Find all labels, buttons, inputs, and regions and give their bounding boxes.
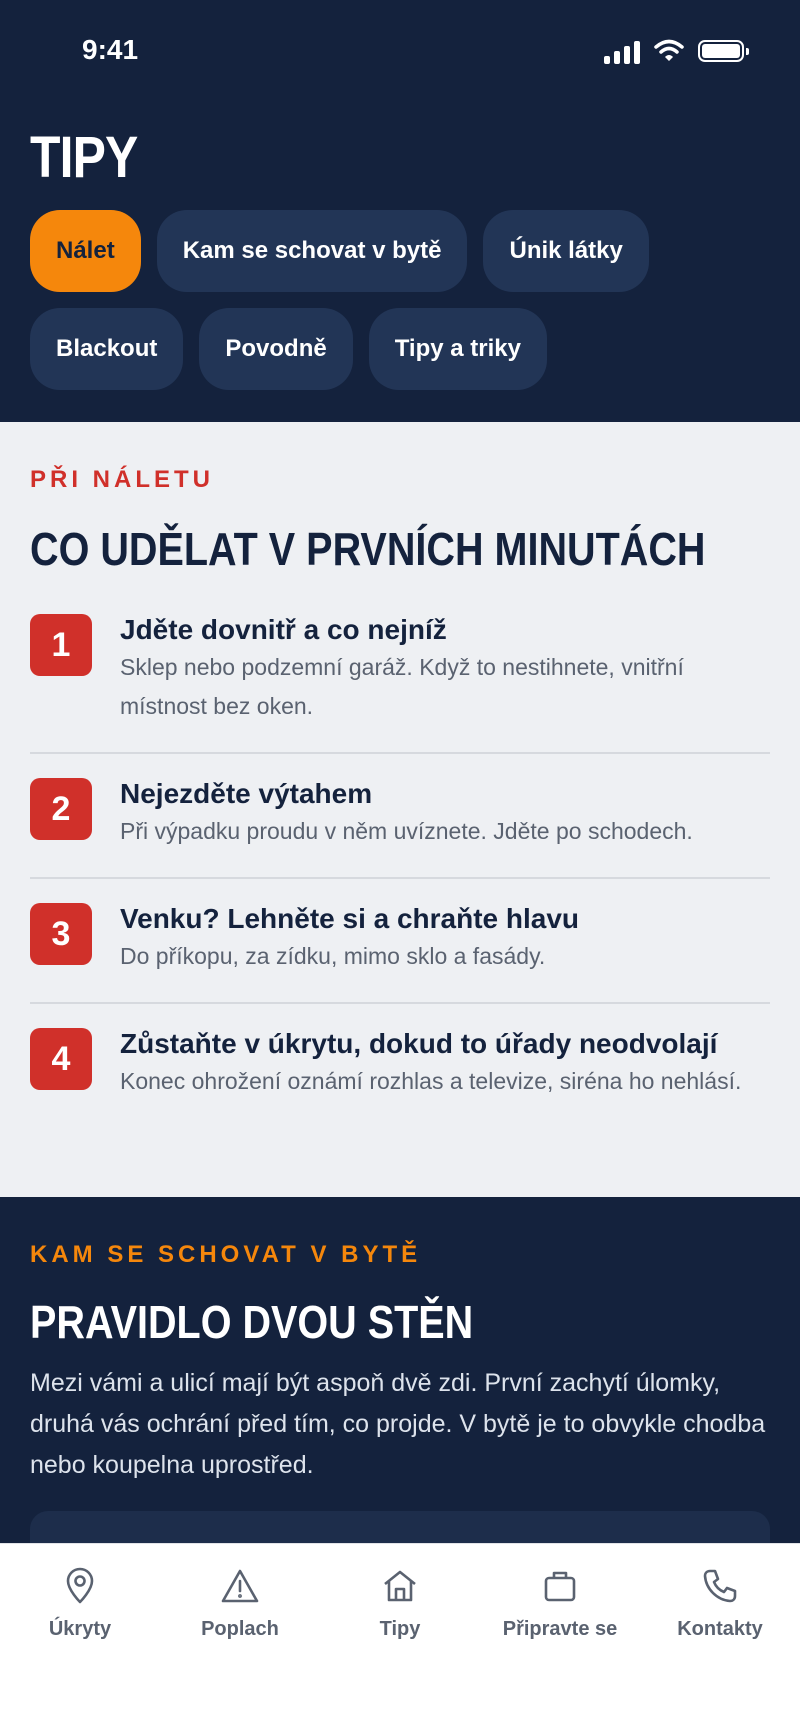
raid-kicker: PŘI NÁLETU [30,466,214,493]
step-description: Konec ohrožení oznámí rozhlas a televize, siréna ho nehlásí. [120,1068,742,1094]
chip-kam-se-schovat[interactable]: Kam se schovat v bytě [157,210,468,292]
step-number: 2 [30,778,92,840]
warning-icon [220,1566,260,1606]
hide-section [0,1197,800,1543]
step-description: Sklep nebo podzemní garáž. Když to nestihnete, vnitřní místnost bez oken. [120,654,684,719]
step-description: Při výpadku proudu v něm uvíznete. Jděte po schodech. [120,818,693,844]
step-title: Venku? Lehněte si a chraňte hlavu [120,903,580,934]
tab-label: Tipy [379,1618,421,1640]
step-item [30,1026,770,1127]
raid-steps [30,612,770,1149]
tab-pripravte-se[interactable] [480,1544,640,1732]
category-chips [30,210,770,390]
chip-unik-latky[interactable]: Únik látky [483,210,648,292]
signal-icon [604,38,640,64]
status-time: 9:41 [82,34,139,65]
step-title: Nejezděte výtahem [120,778,373,809]
hide-kicker: KAM SE SCHOVAT V BYTĚ [30,1241,422,1268]
page-title: TIPY [30,125,138,190]
step-number: 3 [30,903,92,965]
raid-section [0,422,800,1197]
battery-icon [698,40,744,62]
briefcase-icon [540,1566,580,1606]
hide-title: PRAVIDLO DVOU STĚN [30,1296,474,1348]
tab-label: Kontakty [677,1618,763,1640]
chip-tipy-a-triky[interactable]: Tipy a triky [369,308,547,390]
step-number: 4 [30,1028,92,1090]
header [0,0,800,422]
step-title: Jděte dovnitř a co nejníž [120,614,447,645]
wifi-icon [654,39,684,63]
step-description: Do příkopu, za zídku, mimo sklo a fasády. [120,943,546,969]
tab-tipy[interactable] [320,1544,480,1732]
tab-poplach[interactable] [160,1544,320,1732]
map-pin-icon [60,1566,100,1606]
tab-label: Připravte se [502,1618,618,1640]
chip-povodne[interactable]: Povodně [199,308,352,390]
chip-blackout[interactable]: Blackout [30,308,183,390]
step-item [30,612,770,754]
raid-title: CO UDĚLAT V PRVNÍCH MINUTÁCH [30,523,706,575]
step-item [30,901,770,1004]
chip-nalet[interactable]: Nálet [30,210,141,292]
hide-body: Mezi vámi a ulicí mají být aspoň dvě zdi. První zachytí úlomky, druhá vás ochrání před tím, co projde. V bytě je to obvykle chodba nebo koupelna uprostřed. [30,1369,766,1479]
phone-icon [700,1566,740,1606]
tab-label: Poplach [201,1618,279,1640]
tab-kontakty[interactable] [640,1544,800,1732]
step-item [30,776,770,879]
tab-label: Úkryty [48,1618,112,1640]
tab-bar [0,1543,800,1732]
step-title: Zůstaňte v úkrytu, dokud to úřady neodvolají [120,1028,718,1059]
status-icons [604,38,744,64]
tab-ukryty[interactable] [0,1544,160,1732]
step-number: 1 [30,614,92,676]
home-icon [380,1566,420,1606]
